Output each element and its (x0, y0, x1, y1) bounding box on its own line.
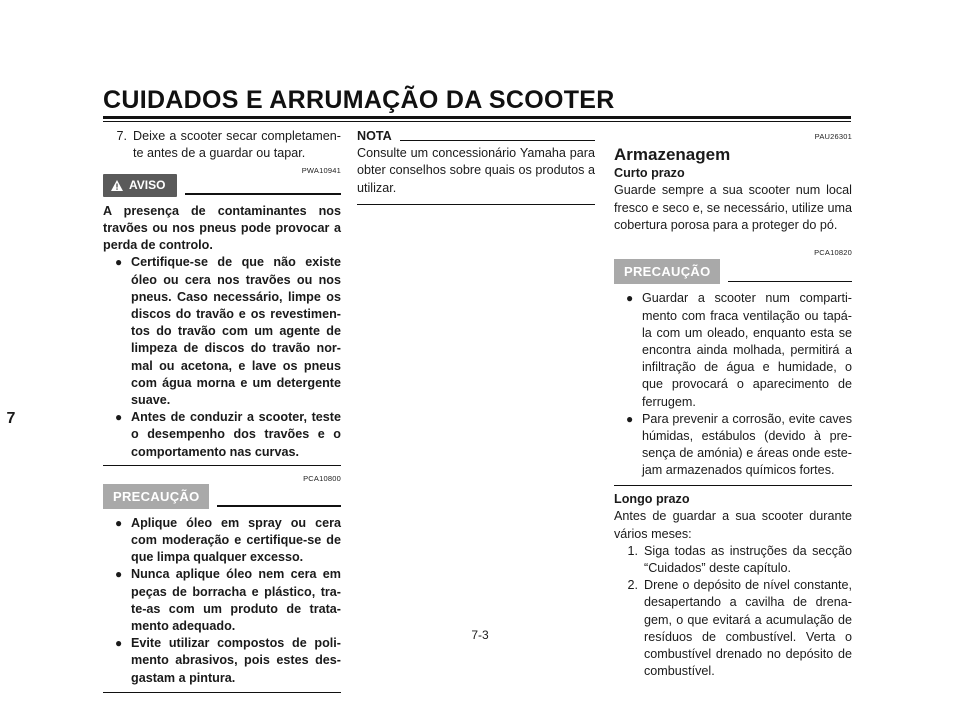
note-header (357, 128, 595, 145)
bullet-text: Guardar a scooter num comparti-mento com fraca ventilação ou tapá-la com um oleado, enquanto esta se encontra ainda molhada, permitirá a infiltração de água e humidade, o que provocará o aparecimento de ferrugem. (642, 291, 852, 409)
step-number: 1. (627, 543, 638, 558)
caution-bullet (115, 515, 341, 567)
bullet-text: Nunca aplique óleo nem cera em peças de borracha e plástico, tra-te-as com um produto de trata-mento adequado. (131, 567, 341, 633)
caution-rule (217, 505, 341, 507)
bullet-icon: ● (626, 411, 634, 426)
long-term-intro: Antes de guardar a sua scooter durante vários meses: (614, 509, 852, 541)
column-middle (357, 128, 595, 205)
step-text: Deixe a scooter secar completamen-te antes de a guardar ou tapar. (133, 129, 341, 161)
warning-code: PWA10941 (301, 166, 341, 176)
bullet-text: Antes de conduzir a scooter, teste o desempenho dos travões e o comportamento nas curvas. (131, 410, 341, 459)
bullet-icon: ● (626, 291, 634, 306)
step-7 (103, 128, 341, 162)
section-title: Armazenagem (614, 145, 731, 165)
long-step (614, 577, 852, 680)
chapter-tab: 7 (0, 404, 22, 434)
step-text: Siga todas as instruções da secção “Cuidados” deste capítulo. (644, 543, 852, 575)
caution-badge: PRECAUÇÃO (614, 259, 720, 284)
column-left (103, 128, 341, 693)
caution-code: PCA10800 (303, 474, 341, 484)
caution-code: PCA10820 (814, 248, 852, 258)
title-rule-thin (103, 121, 851, 122)
bullet-text: Certifique-se de que não existe óleo ou cera nos travões ou nos pneus. Caso necessário, limpe os discos do travão e os revestimen-tos do travão com um agente de limpeza de discos do travão nor-mal ou acetona, e lave os pneus com água morna e um detergente suave. (131, 255, 341, 408)
page-title: CUIDADOS E ARRUMAÇÃO DA SCOOTER (103, 86, 615, 114)
warning-rule (185, 193, 341, 195)
caution-header (614, 259, 852, 284)
caution-badge: PRECAUÇÃO (103, 484, 209, 509)
caution-rule (728, 281, 852, 283)
caution-bullet (115, 635, 341, 687)
step-number: 7. (116, 129, 127, 143)
bullet-icon: ● (115, 410, 123, 425)
long-term-title: Longo prazo (614, 492, 690, 507)
section-code: PAU26301 (814, 132, 852, 141)
note-label: NOTA (357, 129, 392, 143)
caution-bullet (626, 411, 852, 480)
step-number: 2. (627, 578, 638, 593)
warning-bullet (115, 254, 341, 409)
bullet-text: Aplique óleo em spray ou cera com moderação e certifique-se de que limpa qualquer excesso. (131, 515, 341, 565)
bullet-text: Evite utilizar compostos de poli-mento abrasivos, pois estes des-gastam a pintura. (131, 636, 341, 685)
bullet-icon: ● (115, 515, 123, 530)
page-number: 7-3 (471, 628, 489, 642)
caution-bullet (115, 566, 341, 635)
warning-bullet (115, 409, 341, 461)
column-right (614, 128, 852, 680)
caution-end-rule (103, 692, 341, 694)
short-term-title: Curto prazo (614, 166, 685, 181)
warning-triangle-icon (111, 180, 123, 191)
warning-intro: A presença de contaminantes nos travões ou nos pneus pode provocar a perda de controlo. (103, 203, 341, 253)
long-step (614, 543, 852, 577)
note-text: Consulte um concessionário Yamaha para obter conselhos sobre quais os produtos a utilizar. (357, 146, 595, 195)
bullet-icon: ● (115, 255, 123, 270)
warning-label: AVISO (129, 177, 166, 192)
short-term-text: Guarde sempre a sua scooter num local fresco e seco e, se necessário, utilize uma cobertura porosa para a proteger do pó. (614, 183, 852, 232)
caution-end-rule (614, 485, 852, 487)
caution-bullet (626, 290, 852, 410)
step-text: Drene o depósito de nível constante, desapertando a cavilha de drena-gem, o que evitará a acumulação de resíduos de combustível. Verta o combustível drenado no depósito de combustível. (644, 578, 852, 679)
warning-end-rule (103, 465, 341, 467)
bullet-text: Para prevenir a corrosão, evite caves húmidas, estábulos (devido à pre-sença de amónia) e áreas onde este-jam armazenados químicos fortes. (642, 411, 852, 478)
warning-badge (103, 174, 177, 197)
bullet-icon: ● (115, 567, 123, 582)
title-rule (103, 116, 851, 119)
note-end-rule (357, 204, 595, 205)
note-rule (400, 140, 595, 141)
bullet-icon: ● (115, 636, 123, 651)
